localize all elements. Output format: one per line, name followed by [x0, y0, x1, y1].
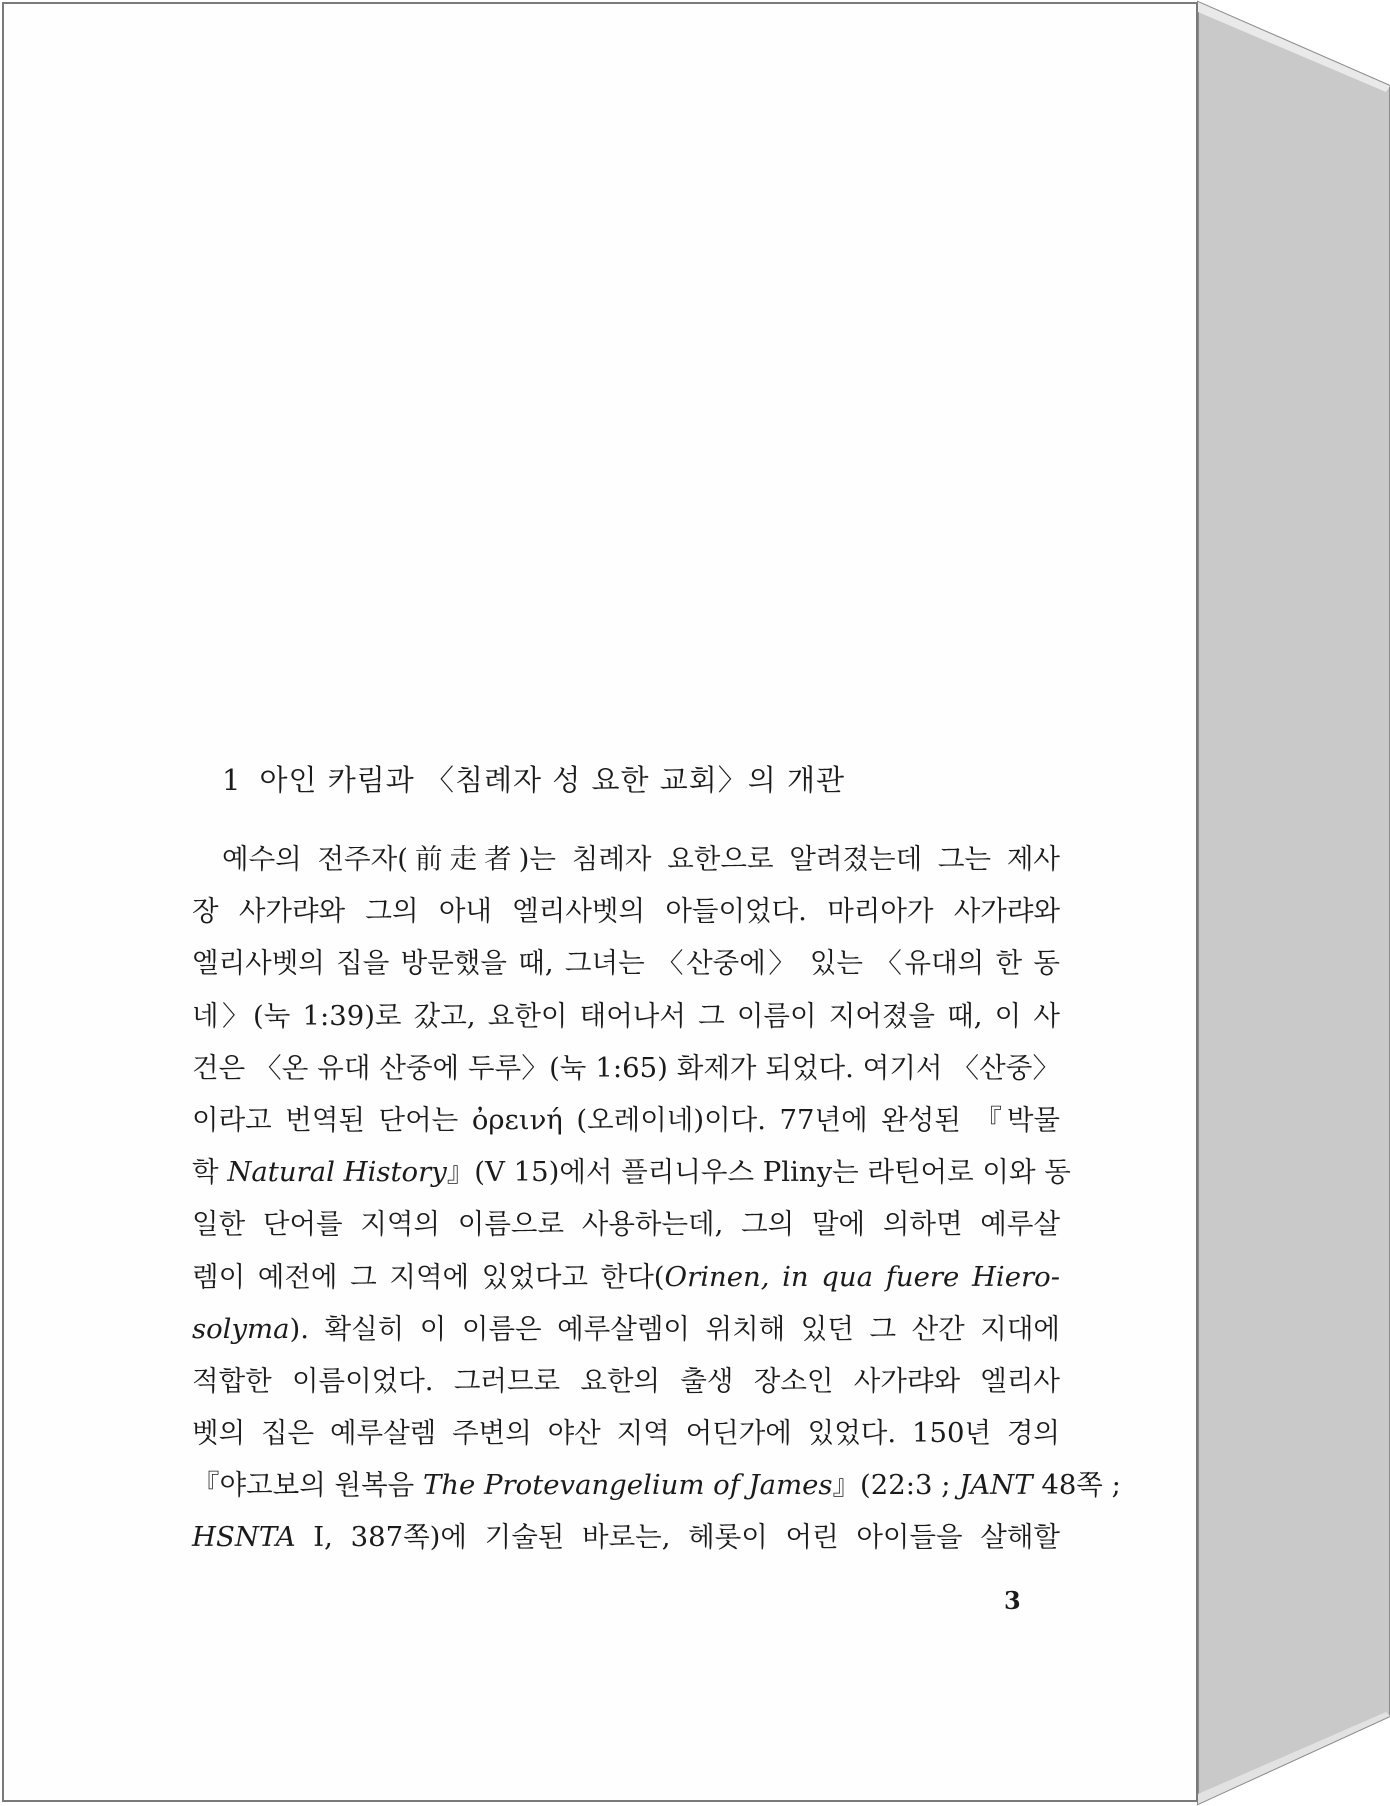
paragraph-line — [192, 1251, 1060, 1303]
text-segment: 이라고 번역된 단어는 ὀρεινή (오레이네)이다. 77년에 완성된 『박물 — [192, 1103, 1060, 1136]
text-segment: 일한 단어를 지역의 이름으로 사용하는데, 그의 말에 의하면 예루살 — [192, 1208, 1060, 1241]
paragraph-line — [192, 1355, 1060, 1407]
paragraph-line — [192, 937, 1060, 989]
text-segment: 예수의 전주자(前走者)는 침례자 요한으로 알려졌는데 그는 제사 — [222, 843, 1060, 875]
paragraph-line — [192, 1459, 1121, 1511]
text-segment: ). 확실히 이 이름은 예루살렘이 위치해 있던 그 산간 지대에 — [289, 1312, 1060, 1345]
text-segment: 학 — [192, 1156, 228, 1189]
paragraph-line — [192, 1303, 1060, 1355]
text-segment: 『야고보의 원복음 — [192, 1469, 423, 1502]
section-title: 아인 카림과 〈침례자 성 요한 교회〉의 개관 — [259, 763, 845, 797]
section-heading — [222, 758, 845, 799]
paragraph-line — [192, 1146, 1071, 1198]
text-segment: 적합한 이름이었다. 그러므로 요한의 출생 장소인 사가랴와 엘리사 — [192, 1364, 1060, 1397]
text-segment: 장 사가랴와 그의 아내 엘리사벳의 아들이었다. 마리아가 사가랴와 — [192, 895, 1060, 928]
body-paragraph — [192, 833, 1121, 1564]
paragraph-line — [192, 1198, 1060, 1250]
text-segment: 벳의 집은 예루살렘 주변의 야산 지역 어딘가에 있었다. 150년 경의 — [192, 1417, 1060, 1450]
text-segment: solyma — [192, 1312, 290, 1345]
paragraph-line — [192, 885, 1060, 937]
text-segment: I, 387쪽)에 기술된 바로는, 헤롯이 어린 아이들을 살해할 — [295, 1521, 1060, 1554]
text-segment: 건은 〈온 유대 산중에 두루〉(눅 1:65) 화제가 되었다. 여기서 〈산중〉 — [192, 1051, 1060, 1084]
text-segment: Orinen, in qua fuere Hiero- — [664, 1260, 1060, 1293]
paragraph-line — [192, 1511, 1060, 1563]
text-segment: The Protevangelium of James — [422, 1469, 833, 1502]
text-segment: 엘리사벳의 집을 방문했을 때, 그녀는 〈산중에〉 있는 〈유대의 한 동 — [192, 947, 1060, 980]
paragraph-line — [192, 833, 1060, 885]
text-segment: JANT — [959, 1469, 1033, 1502]
text-segment: 』(V 15)에서 플리니우스 Pliny는 라틴어로 이와 동 — [446, 1156, 1071, 1189]
page-number: 3 — [1004, 1586, 1021, 1615]
section-number: 1 — [222, 763, 242, 797]
paragraph-line — [192, 1042, 1060, 1094]
text-segment: 』(22:3 ; — [832, 1469, 960, 1502]
paragraph-line — [192, 990, 1060, 1042]
text-segment: 48쪽 ; — [1032, 1469, 1121, 1502]
text-segment: 네〉(눅 1:39)로 갔고, 요한이 태어나서 그 이름이 지어졌을 때, 이 사 — [192, 999, 1060, 1032]
text-segment: 렘이 예전에 그 지역에 있었다고 한다( — [192, 1260, 665, 1293]
paragraph-line — [192, 1094, 1060, 1146]
text-segment: Natural History — [227, 1156, 447, 1189]
paragraph-line — [192, 1407, 1060, 1459]
text-segment: HSNTA — [192, 1521, 296, 1554]
